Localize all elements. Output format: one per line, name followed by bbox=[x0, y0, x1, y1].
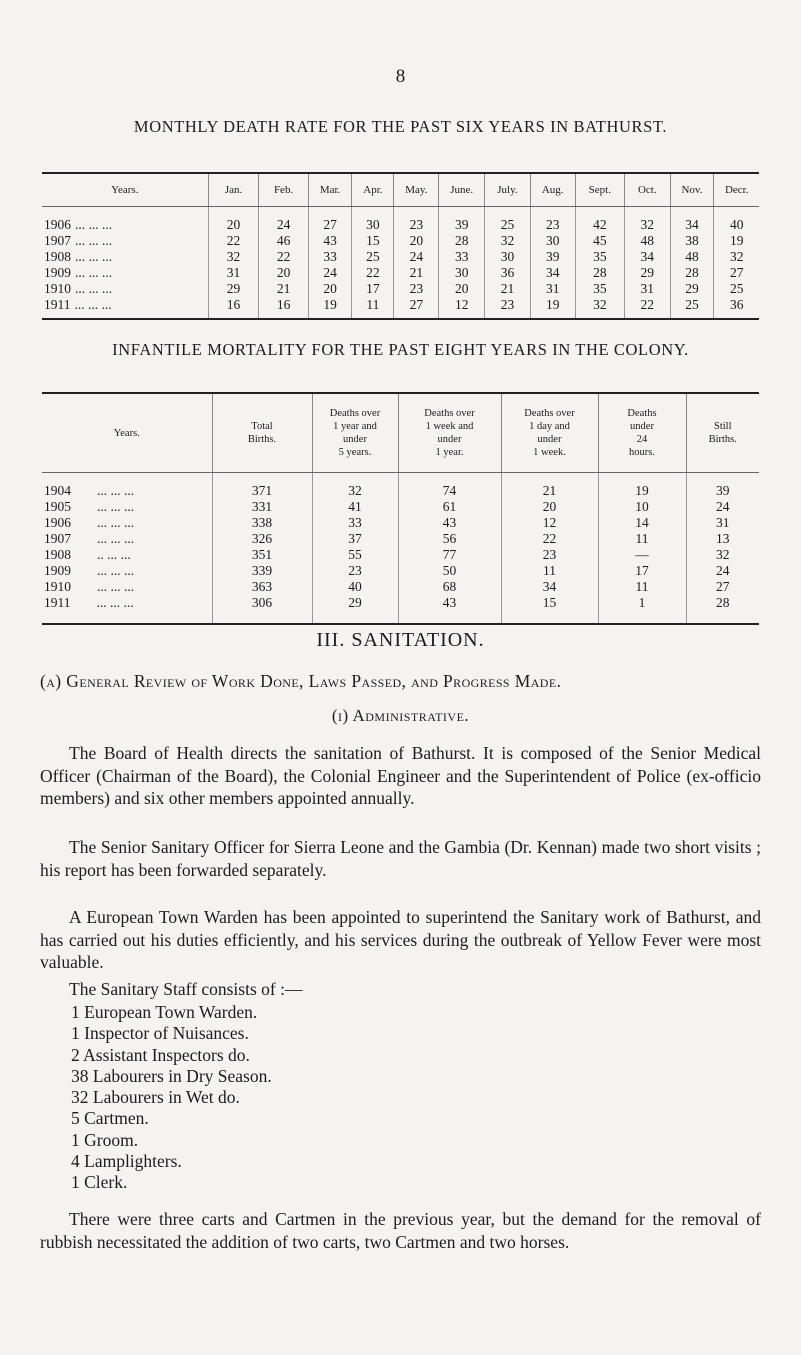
table-cell: 39 bbox=[686, 473, 759, 500]
year-cell bbox=[42, 595, 212, 624]
table-cell: 35 bbox=[575, 281, 624, 297]
table-cell: 35 bbox=[575, 249, 624, 265]
table-cell: 16 bbox=[208, 297, 259, 319]
sanitary-staff-list bbox=[71, 1002, 272, 1194]
leader-dots: ... ... ... bbox=[75, 281, 113, 296]
table-cell: 11 bbox=[598, 531, 686, 547]
table-cell: 29 bbox=[670, 281, 714, 297]
table-cell: 33 bbox=[439, 249, 485, 265]
list-item: 38 Labourers in Dry Season. bbox=[71, 1065, 272, 1086]
table-cell: 351 bbox=[212, 547, 312, 563]
year-cell bbox=[42, 249, 208, 265]
leader-dots: ... ... ... bbox=[75, 249, 113, 264]
table-cell: 30 bbox=[439, 265, 485, 281]
header-line: 1 year and bbox=[333, 421, 377, 432]
table-cell: 77 bbox=[398, 547, 501, 563]
header-line: under bbox=[630, 421, 654, 432]
header-line: hours. bbox=[629, 447, 655, 458]
table-cell: 371 bbox=[212, 473, 312, 500]
header-line: under bbox=[437, 434, 462, 445]
header-line: Births. bbox=[708, 434, 737, 445]
column-header: July. bbox=[485, 173, 531, 207]
column-header: Decr. bbox=[714, 173, 759, 207]
table-cell: 28 bbox=[439, 233, 485, 249]
table-cell: 32 bbox=[714, 249, 759, 265]
year-label: 1906 bbox=[44, 217, 71, 232]
table-row bbox=[42, 595, 759, 624]
table-cell: 24 bbox=[259, 207, 308, 234]
table-cell: 23 bbox=[312, 563, 398, 579]
header-line: Still bbox=[713, 421, 732, 432]
monthly-table-header bbox=[42, 173, 759, 207]
table-row bbox=[42, 547, 759, 563]
table-cell: 22 bbox=[259, 249, 308, 265]
year-label: 1907 bbox=[44, 233, 71, 248]
year-cell bbox=[42, 473, 212, 500]
table-cell: 36 bbox=[485, 265, 531, 281]
table-row bbox=[42, 233, 759, 249]
infant-table-header bbox=[42, 393, 759, 473]
column-header: Feb. bbox=[259, 173, 308, 207]
table-cell: 30 bbox=[352, 207, 394, 234]
year-label: 1909 bbox=[44, 563, 71, 578]
paragraph-board-of-health: The Board of Health directs the sanitation of Bathurst. It is composed of the Senior Medical Officer (Chairman of the Board), the Colonial Engineer and the Superintendent of Police (ex-officio members) and six other members appointed annually. bbox=[40, 743, 761, 808]
table-cell: 25 bbox=[352, 249, 394, 265]
year-cell bbox=[42, 297, 208, 319]
year-label: 1908 bbox=[44, 547, 71, 562]
year-label: 1904 bbox=[44, 483, 71, 498]
column-header bbox=[686, 393, 759, 473]
table-cell: 363 bbox=[212, 579, 312, 595]
infantile-mortality-table bbox=[42, 392, 759, 625]
table-cell: 338 bbox=[212, 515, 312, 531]
table-cell: 24 bbox=[686, 499, 759, 515]
table-cell: 23 bbox=[501, 547, 598, 563]
header-line: Deaths over bbox=[424, 408, 475, 419]
column-header: Aug. bbox=[530, 173, 575, 207]
table-cell: 32 bbox=[686, 547, 759, 563]
table-cell: 11 bbox=[352, 297, 394, 319]
header-line: Years. bbox=[113, 427, 140, 439]
table-cell: 32 bbox=[312, 473, 398, 500]
table-cell: — bbox=[598, 547, 686, 563]
table-cell: 23 bbox=[485, 297, 531, 319]
table-cell: 34 bbox=[501, 579, 598, 595]
table-row bbox=[42, 531, 759, 547]
table-cell: 20 bbox=[394, 233, 439, 249]
year-cell bbox=[42, 233, 208, 249]
table-cell: 28 bbox=[575, 265, 624, 281]
year-label: 1911 bbox=[44, 595, 71, 610]
table-cell: 45 bbox=[575, 233, 624, 249]
table-cell: 30 bbox=[485, 249, 531, 265]
table-cell: 17 bbox=[598, 563, 686, 579]
table-cell: 20 bbox=[308, 281, 352, 297]
table-cell: 27 bbox=[394, 297, 439, 319]
table-cell: 16 bbox=[259, 297, 308, 319]
year-cell bbox=[42, 499, 212, 515]
table-cell: 43 bbox=[398, 515, 501, 531]
table-cell: 41 bbox=[312, 499, 398, 515]
monthly-table-title: MONTHLY DEATH RATE FOR THE PAST SIX YEARS IN BATHURST. bbox=[133, 117, 668, 136]
table-cell: 43 bbox=[398, 595, 501, 624]
table-row bbox=[42, 281, 759, 297]
table-cell: 32 bbox=[575, 297, 624, 319]
header-line: Births. bbox=[247, 434, 277, 445]
column-header bbox=[212, 393, 312, 473]
table-cell: 21 bbox=[501, 473, 598, 500]
header-line: Total bbox=[251, 421, 273, 432]
page-number: 8 bbox=[395, 66, 406, 87]
table-cell: 40 bbox=[312, 579, 398, 595]
table-cell: 28 bbox=[686, 595, 759, 624]
table-cell: 22 bbox=[501, 531, 598, 547]
table-cell: 23 bbox=[394, 207, 439, 234]
table-cell: 24 bbox=[308, 265, 352, 281]
paragraph-carts: There were three carts and Cartmen in the previous year, but the demand for the removal of rubbish necessitated the addition of two carts, two Cartmen and two horses. bbox=[40, 1209, 761, 1252]
table-cell: 39 bbox=[530, 249, 575, 265]
table-row bbox=[42, 473, 759, 500]
table-cell: 25 bbox=[714, 281, 759, 297]
table-row bbox=[42, 207, 759, 234]
year-cell bbox=[42, 207, 208, 234]
table-cell: 56 bbox=[398, 531, 501, 547]
table-cell: 61 bbox=[398, 499, 501, 515]
table-cell: 11 bbox=[598, 579, 686, 595]
header-line: Deaths over bbox=[329, 408, 381, 419]
header-line: 1 week. bbox=[533, 447, 566, 458]
list-item: 1 Clerk. bbox=[71, 1172, 128, 1193]
leader-dots: ... ... ... bbox=[97, 563, 135, 578]
table-cell: 74 bbox=[398, 473, 501, 500]
table-cell: 34 bbox=[530, 265, 575, 281]
table-cell: 38 bbox=[670, 233, 714, 249]
administrative-heading: (i) Administrative. bbox=[331, 706, 470, 725]
table-cell: 30 bbox=[530, 233, 575, 249]
table-cell: 55 bbox=[312, 547, 398, 563]
list-item: 32 Labourers in Wet do. bbox=[71, 1087, 240, 1108]
table-cell: 326 bbox=[212, 531, 312, 547]
table-cell: 15 bbox=[501, 595, 598, 624]
table-cell: 48 bbox=[670, 249, 714, 265]
leader-dots: ... ... ... bbox=[97, 483, 135, 498]
leader-dots: ... ... ... bbox=[96, 595, 134, 610]
subsection-heading: (a) General Review of Work Done, Laws Passed, and Progress Made. bbox=[40, 671, 562, 691]
column-header bbox=[598, 393, 686, 473]
table-cell: 34 bbox=[670, 207, 714, 234]
table-cell: 17 bbox=[352, 281, 394, 297]
table-cell: 28 bbox=[670, 265, 714, 281]
table-cell: 36 bbox=[714, 297, 759, 319]
table-cell: 33 bbox=[312, 515, 398, 531]
table-cell: 1 bbox=[598, 595, 686, 624]
table-cell: 46 bbox=[259, 233, 308, 249]
table-cell: 11 bbox=[501, 563, 598, 579]
year-cell bbox=[42, 579, 212, 595]
column-header bbox=[42, 393, 212, 473]
table-cell: 42 bbox=[575, 207, 624, 234]
year-label: 1910 bbox=[44, 579, 71, 594]
table-cell: 10 bbox=[598, 499, 686, 515]
column-header: Jan. bbox=[208, 173, 259, 207]
table-cell: 32 bbox=[208, 249, 259, 265]
table-cell: 31 bbox=[686, 515, 759, 531]
table-row bbox=[42, 563, 759, 579]
table-cell: 25 bbox=[485, 207, 531, 234]
year-cell bbox=[42, 547, 212, 563]
table-row bbox=[42, 579, 759, 595]
table-cell: 331 bbox=[212, 499, 312, 515]
list-item: 1 European Town Warden. bbox=[71, 1002, 258, 1022]
list-item: 2 Assistant Inspectors do. bbox=[71, 1044, 250, 1065]
year-cell bbox=[42, 281, 208, 297]
table-cell: 37 bbox=[312, 531, 398, 547]
year-label: 1907 bbox=[44, 531, 71, 546]
list-item: 1 Inspector of Nuisances. bbox=[71, 1023, 249, 1044]
header-line: Deaths over bbox=[524, 408, 575, 419]
table-row bbox=[42, 297, 759, 319]
column-header: May. bbox=[394, 173, 439, 207]
table-cell: 32 bbox=[485, 233, 531, 249]
table-row bbox=[42, 499, 759, 515]
year-cell bbox=[42, 563, 212, 579]
table-cell: 306 bbox=[212, 595, 312, 624]
table-cell: 21 bbox=[259, 281, 308, 297]
column-header: Apr. bbox=[352, 173, 394, 207]
year-label: 1906 bbox=[44, 515, 71, 530]
table-cell: 13 bbox=[686, 531, 759, 547]
table-cell: 20 bbox=[259, 265, 308, 281]
year-label: 1911 bbox=[44, 297, 71, 312]
year-label: 1908 bbox=[44, 249, 71, 264]
column-header: Sept. bbox=[575, 173, 624, 207]
leader-dots: ... ... ... bbox=[75, 217, 113, 232]
leader-dots: .. ... ... bbox=[97, 547, 131, 562]
column-header bbox=[398, 393, 501, 473]
column-header bbox=[312, 393, 398, 473]
table-cell: 29 bbox=[625, 265, 670, 281]
table-cell: 20 bbox=[439, 281, 485, 297]
table-cell: 19 bbox=[530, 297, 575, 319]
list-item: 4 Lamplighters. bbox=[71, 1151, 182, 1172]
table-cell: 21 bbox=[394, 265, 439, 281]
column-header: Nov. bbox=[670, 173, 714, 207]
table-cell: 12 bbox=[439, 297, 485, 319]
leader-dots: ... ... ... bbox=[97, 515, 135, 530]
column-header: Oct. bbox=[625, 173, 670, 207]
header-line: under bbox=[343, 434, 367, 445]
table-cell: 27 bbox=[686, 579, 759, 595]
leader-dots: ... ... ... bbox=[97, 579, 135, 594]
table-cell: 19 bbox=[598, 473, 686, 500]
list-item: 1 Groom. bbox=[71, 1129, 139, 1150]
header-line: 1 week and bbox=[425, 421, 474, 432]
infant-table-title: INFANTILE MORTALITY FOR THE PAST EIGHT YEARS IN THE COLONY. bbox=[112, 340, 689, 359]
leader-dots: ... ... ... bbox=[97, 499, 135, 514]
paragraph-staff-intro: The Sanitary Staff consists of :— bbox=[69, 979, 303, 999]
section-heading: III. SANITATION. bbox=[316, 629, 485, 651]
table-cell: 339 bbox=[212, 563, 312, 579]
table-cell: 23 bbox=[394, 281, 439, 297]
table-cell: 27 bbox=[308, 207, 352, 234]
table-cell: 21 bbox=[485, 281, 531, 297]
table-cell: 23 bbox=[530, 207, 575, 234]
leader-dots: ... ... ... bbox=[75, 233, 113, 248]
table-cell: 14 bbox=[598, 515, 686, 531]
table-cell: 50 bbox=[398, 563, 501, 579]
year-label: 1909 bbox=[44, 265, 71, 280]
leader-dots: ... ... ... bbox=[74, 297, 112, 312]
table-cell: 22 bbox=[208, 233, 259, 249]
table-cell: 31 bbox=[208, 265, 259, 281]
header-line: 24 bbox=[636, 434, 648, 445]
table-cell: 27 bbox=[714, 265, 759, 281]
list-item: 5 Cartmen. bbox=[71, 1108, 149, 1129]
table-cell: 12 bbox=[501, 515, 598, 531]
header-line: 1 year. bbox=[435, 447, 464, 458]
table-cell: 43 bbox=[308, 233, 352, 249]
table-row bbox=[42, 249, 759, 265]
table-cell: 24 bbox=[686, 563, 759, 579]
year-cell bbox=[42, 265, 208, 281]
header-line: 1 day and bbox=[529, 421, 570, 432]
table-cell: 19 bbox=[714, 233, 759, 249]
table-cell: 68 bbox=[398, 579, 501, 595]
table-cell: 32 bbox=[625, 207, 670, 234]
table-cell: 15 bbox=[352, 233, 394, 249]
table-row bbox=[42, 265, 759, 281]
header-line: under bbox=[537, 434, 562, 445]
table-cell: 31 bbox=[625, 281, 670, 297]
column-header: Mar. bbox=[308, 173, 352, 207]
table-cell: 22 bbox=[625, 297, 670, 319]
column-header: June. bbox=[439, 173, 485, 207]
table-cell: 24 bbox=[394, 249, 439, 265]
leader-dots: ... ... ... bbox=[75, 265, 113, 280]
year-label: 1910 bbox=[44, 281, 71, 296]
table-cell: 25 bbox=[670, 297, 714, 319]
header-line: 5 years. bbox=[338, 447, 372, 458]
table-cell: 29 bbox=[208, 281, 259, 297]
table-cell: 20 bbox=[208, 207, 259, 234]
column-header bbox=[501, 393, 598, 473]
monthly-death-rate-table bbox=[42, 172, 759, 320]
table-cell: 31 bbox=[530, 281, 575, 297]
year-cell bbox=[42, 515, 212, 531]
table-cell: 48 bbox=[625, 233, 670, 249]
table-row bbox=[42, 515, 759, 531]
paragraph-town-warden: A European Town Warden has been appointed to superintend the Sanitary work of Bathurst, and has carried out his duties efficiently, and his services during the outbreak of Yellow Fever were most valuable. bbox=[40, 907, 761, 972]
table-cell: 20 bbox=[501, 499, 598, 515]
paragraph-senior-sanitary-officer: The Senior Sanitary Officer for Sierra Leone and the Gambia (Dr. Kennan) made two short visits ; his report has been forwarded separately. bbox=[40, 837, 761, 880]
table-cell: 33 bbox=[308, 249, 352, 265]
leader-dots: ... ... ... bbox=[97, 531, 135, 546]
table-cell: 19 bbox=[308, 297, 352, 319]
table-cell: 29 bbox=[312, 595, 398, 624]
table-cell: 39 bbox=[439, 207, 485, 234]
year-cell bbox=[42, 531, 212, 547]
table-cell: 22 bbox=[352, 265, 394, 281]
column-header: Years. bbox=[42, 173, 208, 207]
table-cell: 34 bbox=[625, 249, 670, 265]
year-label: 1905 bbox=[44, 499, 71, 514]
table-cell: 40 bbox=[714, 207, 759, 234]
header-line: Deaths bbox=[627, 408, 657, 419]
